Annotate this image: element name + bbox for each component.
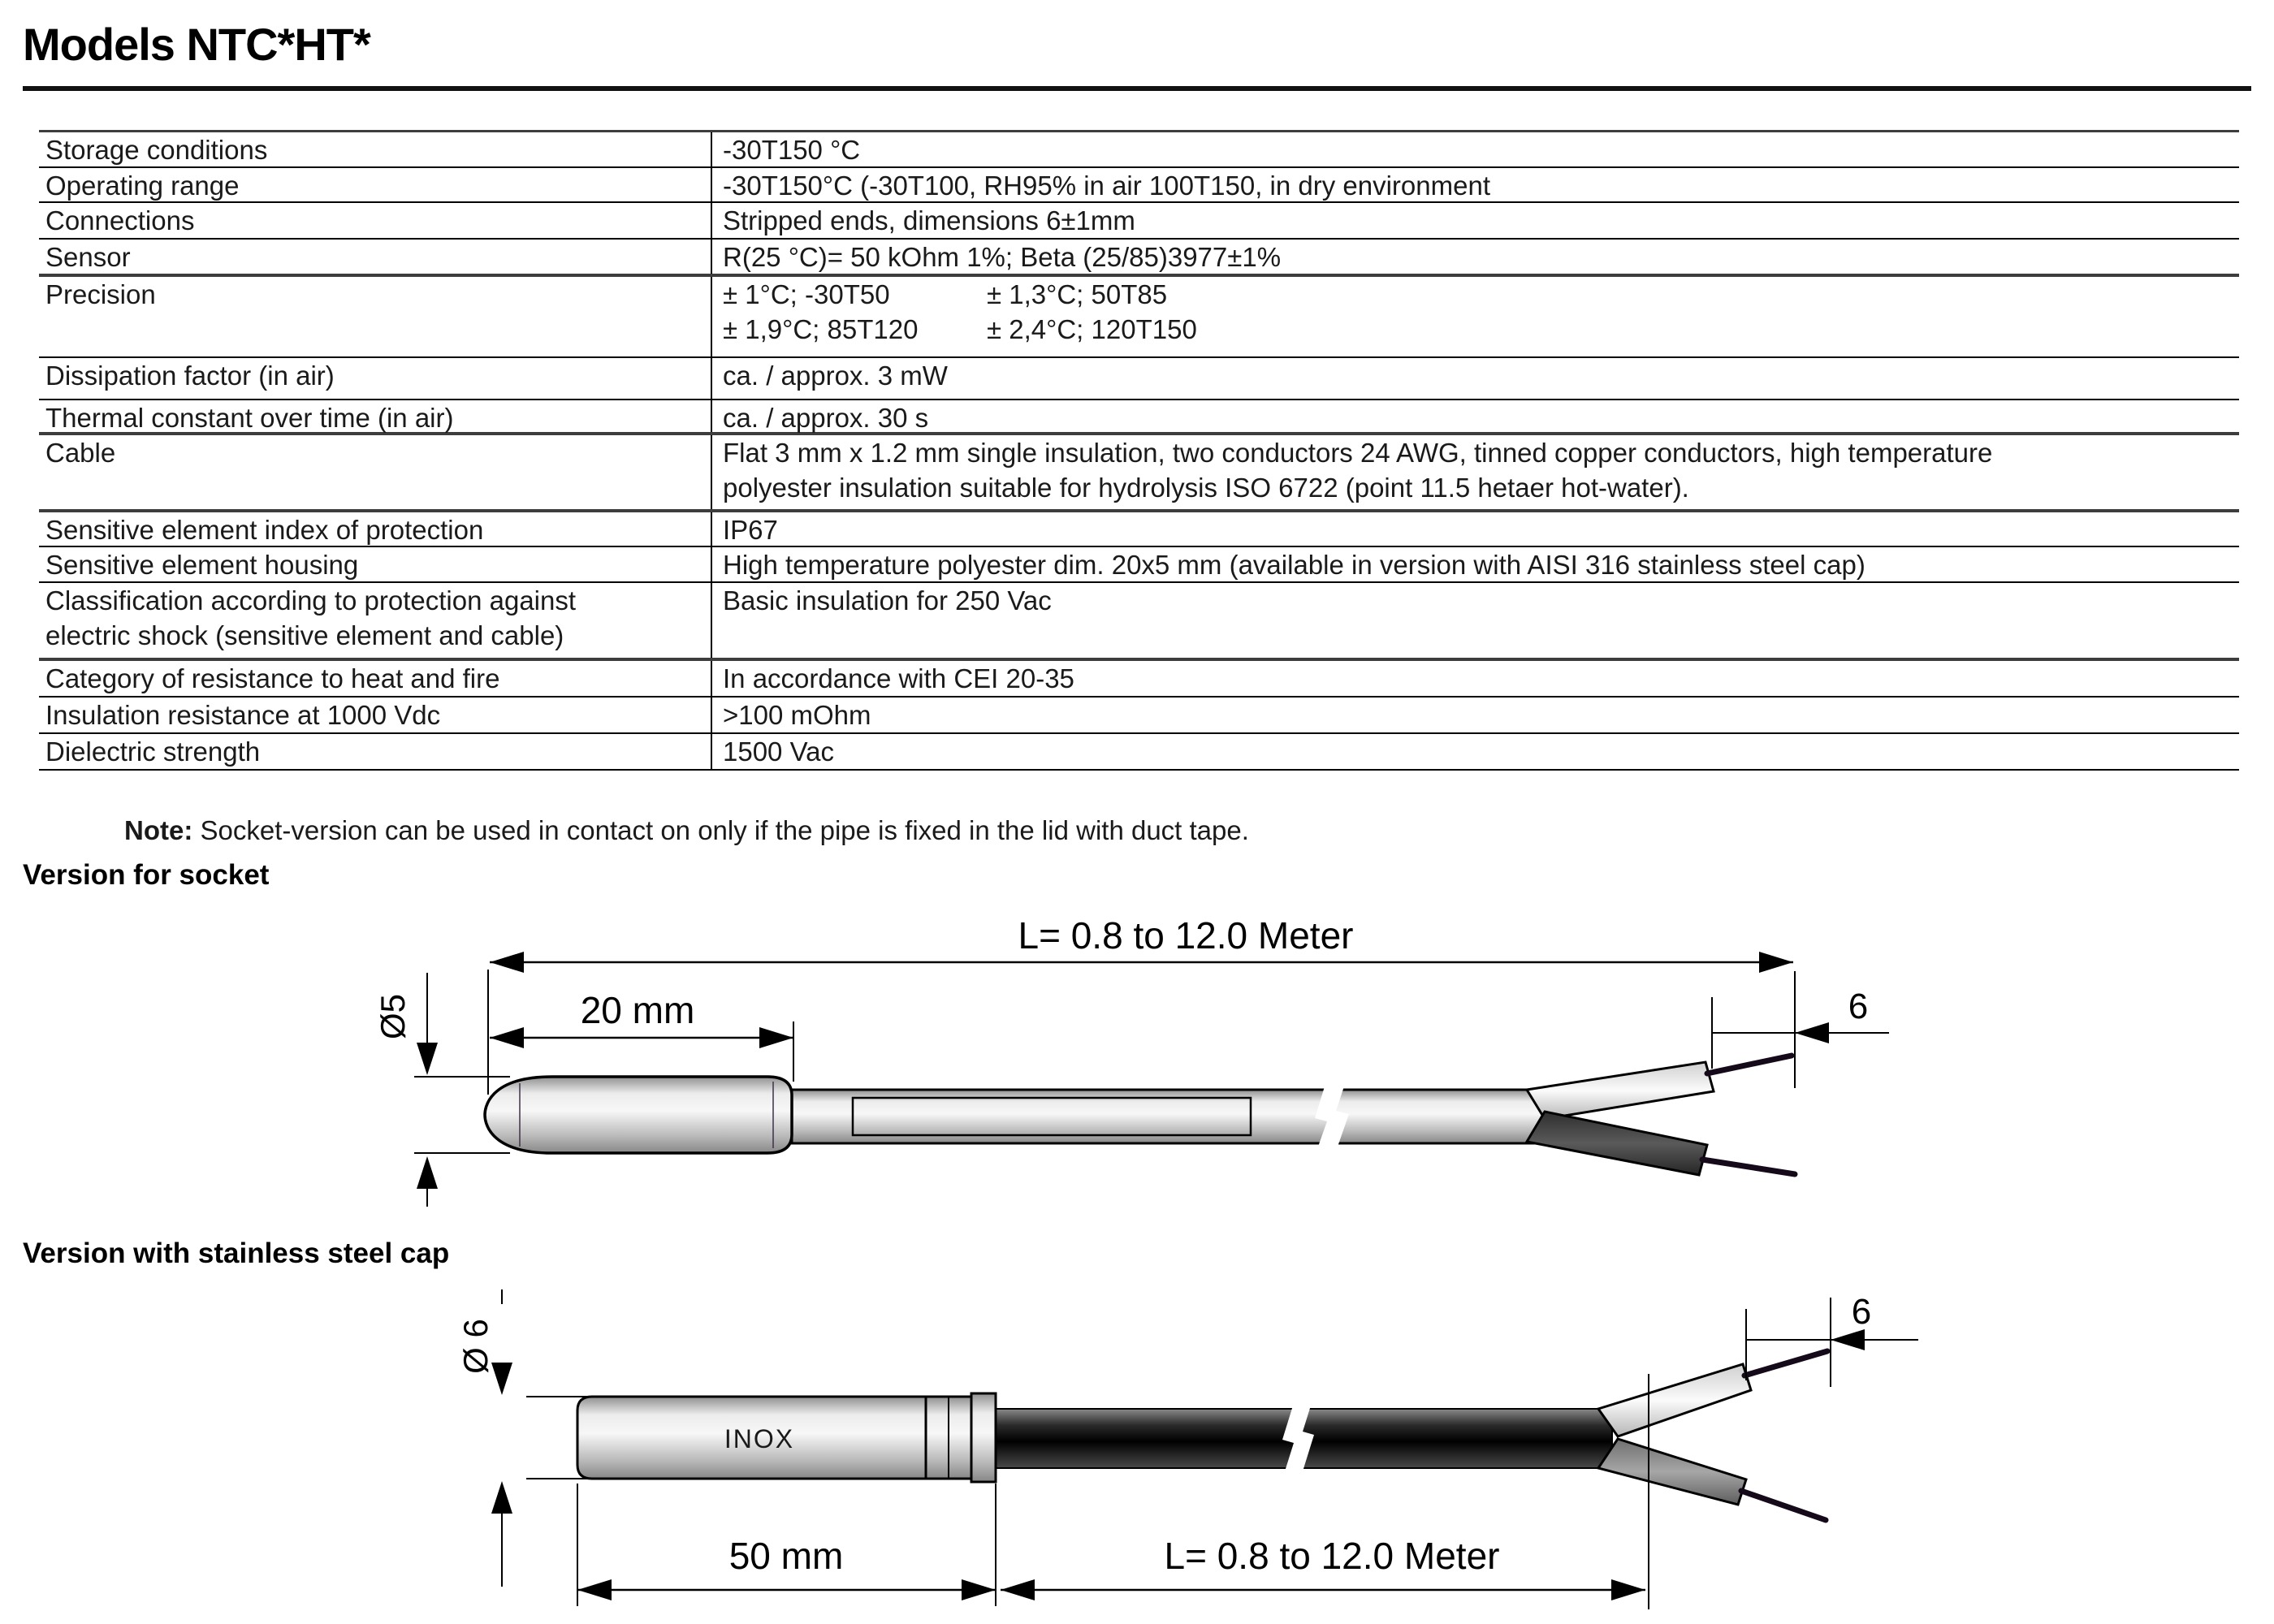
row-value: -30T150 °C	[711, 132, 2239, 166]
page-title: Models NTC*HT*	[23, 19, 370, 70]
steel-bare-wire-lower	[1741, 1491, 1826, 1520]
socket-tip-arrow-right	[759, 1027, 793, 1048]
steel-length-arrow-right	[1611, 1579, 1645, 1600]
row-value: R(25 °C)= 50 kOhm 1%; Beta (25/85)3977±1%	[711, 240, 2239, 274]
socket-bare-wire-upper	[1707, 1056, 1792, 1073]
row-value: In accordance with CEI 20-35	[711, 661, 2239, 696]
row-value: IP67	[711, 512, 2239, 546]
steel-diameter-label: Ø 6	[456, 1319, 495, 1374]
row-value: ca. / approx. 30 s	[711, 400, 2239, 432]
drawing-socket-version	[374, 914, 1889, 1207]
row-value: 1500 Vac	[711, 734, 2239, 769]
socket-wire-lower	[1527, 1112, 1707, 1175]
row-value: ± 1°C; -30T50 ± 1,3°C; 50T85 ± 1,9°C; 85T120 ± 2,4°C; 120T150	[711, 277, 2239, 356]
row-value: ca. / approx. 3 mW	[711, 358, 2239, 399]
row-label: Precision	[45, 279, 156, 309]
row-label: Classification according to protection against electric shock (sensitive element and cable)	[45, 585, 577, 650]
row-value: Flat 3 mm x 1.2 mm single insulation, two conductors 24 AWG, tinned copper conductors, high temperature polyester insulation suitable for hydrolysis ISO 6722 (point 11.5 hetaer hot-water).	[711, 435, 2239, 509]
row-label: Cable	[45, 438, 116, 468]
socket-strip-label: 6	[1848, 987, 1869, 1026]
socket-wire-upper	[1527, 1062, 1714, 1119]
row-label: Sensitive element index of protection	[45, 515, 484, 545]
socket-dia-arrow-up	[417, 1156, 438, 1189]
steel-strip-label: 6	[1851, 1292, 1872, 1332]
steel-strip-arrow	[1831, 1329, 1865, 1350]
steel-cap-length-label: 50 mm	[728, 1535, 844, 1577]
row-label: Dielectric strength	[45, 736, 261, 767]
socket-tip-arrow-left	[490, 1027, 524, 1048]
steel-length-label: L= 0.8 to 12.0 Meter	[1164, 1535, 1500, 1577]
row-label: Thermal constant over time (in air)	[45, 403, 454, 433]
steel-bare-wire-upper	[1744, 1351, 1827, 1376]
row-label: Storage conditions	[45, 135, 268, 165]
row-value: -30T150°C (-30T100, RH95% in air 100T150, in dry environment	[711, 168, 2239, 201]
row-value: High temperature polyester dim. 20x5 mm (available in version with AISI 316 stainless steel cap)	[711, 547, 2239, 581]
row-label: Category of resistance to heat and fire	[45, 663, 500, 693]
row-value: Basic insulation for 250 Vac	[711, 583, 2239, 658]
row-value: >100 mOhm	[711, 698, 2239, 732]
steel-cap-arrow-right	[962, 1579, 996, 1600]
socket-length-arrow-right	[1759, 952, 1793, 973]
note-body: Socket-version can be used in contact on only if the pipe is fixed in the lid with duct tape.	[192, 815, 1249, 845]
socket-length-arrow-left	[490, 952, 524, 973]
steel-dia-arrow-up	[491, 1481, 512, 1514]
row-label: Insulation resistance at 1000 Vdc	[45, 700, 441, 730]
socket-diameter-label: Ø5	[374, 993, 412, 1040]
socket-strip-arrow	[1795, 1022, 1829, 1043]
row-label: Sensitive element housing	[45, 550, 359, 580]
steel-cap-collar	[971, 1393, 996, 1482]
steel-wire-lower	[1598, 1439, 1746, 1505]
steel-length-arrow-left	[1001, 1579, 1035, 1600]
steel-cap-arrow-left	[577, 1579, 612, 1600]
section-heading-socket: Version for socket	[23, 859, 270, 891]
steel-dia-arrow-down	[491, 1363, 512, 1395]
row-label: Connections	[45, 205, 195, 235]
section-heading-steel-cap: Version with stainless steel cap	[23, 1237, 450, 1269]
steel-cap-material-label: INOX	[724, 1424, 795, 1453]
note-prefix: Note:	[124, 815, 193, 845]
drawing-steel-cap-version	[456, 1289, 1918, 1609]
socket-dia-arrow-down	[417, 1043, 438, 1075]
socket-length-label: L= 0.8 to 12.0 Meter	[1018, 914, 1354, 957]
socket-probe-capsule	[485, 1077, 792, 1153]
steel-wire-upper	[1598, 1364, 1751, 1436]
row-label: Dissipation factor (in air)	[45, 361, 335, 391]
row-value: Stripped ends, dimensions 6±1mm	[711, 203, 2239, 238]
row-label: Operating range	[45, 171, 240, 201]
socket-tip-length-label: 20 mm	[580, 989, 695, 1031]
socket-bare-wire-lower	[1702, 1160, 1795, 1174]
row-label: Sensor	[45, 242, 131, 272]
